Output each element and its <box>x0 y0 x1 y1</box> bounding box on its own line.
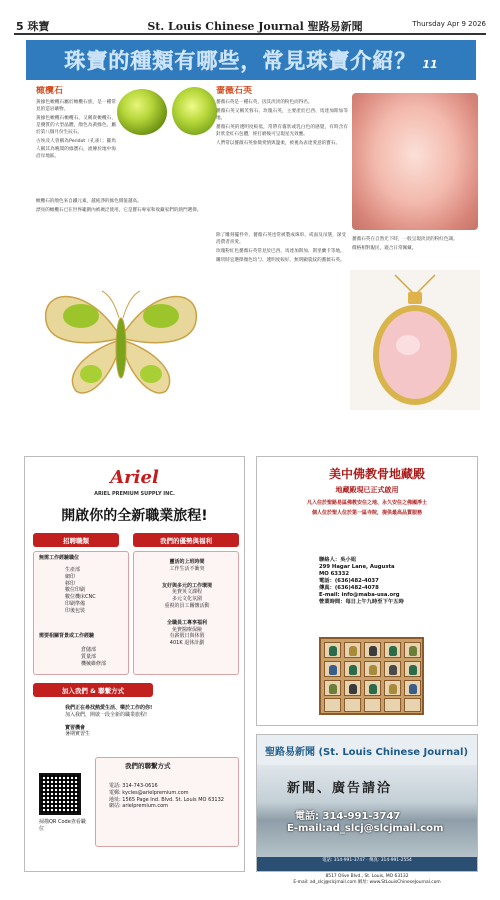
headline-banner <box>26 40 476 80</box>
benefit-item: 友好與多元的工作環境 <box>161 582 212 589</box>
hall-title: 美中佛教骨地藏殿 <box>328 467 425 481</box>
address-line-1: 299 Hagar Lane, Augusta <box>319 564 395 570</box>
join-line: 實習機會 <box>65 724 86 731</box>
article-paragraph: 人們常以薔薇石英象徵愛情與溫柔，被視為表達愛意的寶石。 <box>216 141 341 147</box>
jobs2-list <box>81 647 106 667</box>
email[interactable]: E-mail: info@maba-usa.org <box>319 592 400 598</box>
article-paragraph: 薔薇石英在自然光下時，一般呈現淡淡的粉紅色調。 <box>352 237 458 242</box>
newspaper-ad-footer <box>257 857 477 872</box>
article-paragraph: 薔薇石英又稱芙蓉石、玫瑰石英，主要產於巴西、馬達加斯加等地。 <box>216 109 348 122</box>
benefit-item: 全職員工專享福利 <box>166 619 207 626</box>
header-divider <box>14 33 486 35</box>
job-item: 倉儲部 <box>81 647 97 653</box>
address-line-2: MO 63332 <box>319 571 350 577</box>
article-paragraph: 玫瑰粉紅色薔薇石英常見於巴西、馬達加斯加、斯里蘭卡等地。 <box>216 249 345 255</box>
jobs-group-title: 無需工作經驗職位 <box>39 555 80 561</box>
article-paragraph: 薔薇石英的透明度較低，常帶有霧狀或乳白色的感覺，有時含有針狀金紅石包體，經打磨後可呈現星光效應。 <box>216 125 348 138</box>
job-item: 印後包裝 <box>65 607 86 614</box>
jobs2-title: 需要相關背景或工作經驗 <box>39 633 95 639</box>
footer-line-3: E-mail: ad_slcj@slcjmail.com 網址: www.StLouisChineseJournal.com <box>293 880 441 885</box>
contact-email[interactable]: 電郵: kycles@arielpremium.com <box>109 789 189 796</box>
butterfly-brooch-image <box>36 276 206 401</box>
join-lines <box>65 705 152 738</box>
peridot-gem-image <box>172 87 217 135</box>
footer-line-1: 電話: 314-991-3747 · 傳真: 314-991-2554 <box>322 858 412 863</box>
masthead: St. Louis Chinese Journal 聖路易新聞 <box>147 20 363 33</box>
contact-address: 地址: 1565 Page Ind. Blvd. St. Louis MO 63132 <box>109 796 224 803</box>
job-item: 數位機床CNC <box>65 594 96 601</box>
job-item: 網印 <box>65 573 76 580</box>
job-item: 生產部 <box>65 567 81 573</box>
contact-person: 聯絡人：吳小姐 <box>319 557 357 563</box>
newspaper-ad-footer-extra <box>256 874 478 886</box>
article-col-rose-quartz-2 <box>216 232 346 402</box>
job-item: 印刷準備 <box>65 600 86 607</box>
jobs-title-badge <box>33 533 119 547</box>
article-col-peridot-2 <box>36 198 211 276</box>
headline-part-number: 11 <box>422 57 438 71</box>
job-item: 質量部 <box>81 653 97 660</box>
rose-quartz-pendant-image <box>350 270 480 410</box>
contact-list <box>109 783 224 810</box>
article-paragraph: 薔薇石英是一種石英，因其淡淡的粉色而得名。 <box>216 100 313 105</box>
hall-note-2: 個人位於聖人位於第一區寺院，提供最高品質服務 <box>311 510 422 516</box>
fax: 傳真：(636)482-4078 <box>319 585 379 591</box>
benefits-list <box>147 559 227 647</box>
newspaper-ad-tel[interactable]: 電話: 314-991-3747 <box>295 811 401 822</box>
article-paragraph: 古埃及人曾稱為Peridot（孔雀）；羅馬人稱其為晚間的綠寶石，流傳於地中海沿岸地區。 <box>36 139 116 159</box>
contact-title: 我們的聯繫方式 <box>125 762 171 770</box>
section-title-rose-quartz: 薔薇石英 <box>216 86 253 96</box>
rose-quartz-gem-image <box>352 93 478 230</box>
benefits-title: 我們的優勢與福利 <box>160 536 212 545</box>
hours: 營業時間：每日上午九時至下午五時 <box>319 599 404 605</box>
benefit-item: 401K 退休計劃 <box>169 640 205 647</box>
job-item: 移印 <box>65 580 76 587</box>
jobs-title: 招聘職類 <box>63 536 89 545</box>
ariel-job-ad <box>24 456 245 872</box>
benefit-item: 靈活的上班時間 <box>169 559 205 565</box>
buddhist-hall-ad <box>256 456 478 726</box>
newspaper-ad-slogan: 新聞、廣告請洽 <box>287 781 393 796</box>
article-paragraph: 購買時宜選擇顏色均勻、透明度較好、無明顯裂紋的薔薇石英。 <box>216 258 345 264</box>
newspaper-ad <box>256 734 478 872</box>
page-number: 5 珠寶 <box>16 20 50 33</box>
article-col-rose-quartz <box>216 86 348 230</box>
ariel-company-name: ARIEL PREMIUM SUPPLY INC. <box>94 491 175 497</box>
ariel-headline: 開啟你的全新職業旅程! <box>61 508 208 524</box>
job-item: 數位印刷 <box>65 587 86 594</box>
contact-website[interactable]: 網站: arielpremium.com <box>109 803 169 810</box>
page-header <box>0 0 500 40</box>
hall-subtitle: 地藏殿現已正式啟用 <box>335 486 399 494</box>
urn-shelf-image <box>319 637 424 715</box>
article-paragraph: 橄欖石的顏色來自鐵元素，越純淨的綠色價值越高。 <box>36 199 142 204</box>
ariel-logo: Ariel <box>110 467 159 488</box>
article-col-right <box>352 236 480 268</box>
benefit-item: 免費英文課程 <box>171 589 202 596</box>
contact-tel[interactable]: 電話: 314-743-0616 <box>109 783 158 789</box>
join-line: 加入我們，開啟一段全新的職業旅程! <box>65 711 148 718</box>
issue-date: Thursday Apr 9 2026 <box>412 20 486 28</box>
jobs-list <box>65 567 96 615</box>
benefits-title-badge <box>133 533 239 547</box>
join-line: 暑期實習生 <box>65 731 91 738</box>
article-paragraph: 除了雕刻擺件外，薔薇石英也常被製成珠串、戒面及吊墜，深受消費者喜愛。 <box>216 233 346 246</box>
qr-caption: 掃描QR Code查看職位 <box>39 819 86 832</box>
newspaper-ad-title: 聖路易新聞 (St. Louis Chinese Journal) <box>265 747 469 758</box>
article-paragraph: 漂亮的橄欖石已在世界範圍內被廣泛使用，它是寶石專家和收藏家們的熱門選擇。 <box>36 208 202 214</box>
benefit-item: 重視的員工關懷活動 <box>164 602 210 609</box>
hall-contact-info <box>319 557 404 606</box>
qr-code[interactable] <box>39 773 81 815</box>
peridot-gem-image <box>117 89 167 135</box>
join-line: 我們正在尋找熱愛生活、樂於工作的你! <box>65 705 153 711</box>
benefit-item: 多元文化氛圍 <box>171 596 202 603</box>
join-title: 加入我們 & 聯繫方式 <box>61 686 125 695</box>
phone[interactable]: 電話：(636)482-4037 <box>319 578 379 584</box>
article-paragraph: 價格相對親民，適合日常佩戴。 <box>352 246 417 252</box>
hall-note-1: 凡入住於聖路易區佛教安住之地、永久安住之佛國淨土 <box>306 500 427 506</box>
article-paragraph: 黃綠色橄欖石屬於橄欖石族，是一種常見的造岩礦物。 <box>36 100 116 113</box>
benefit-item: 有薪假日與休假 <box>169 633 205 640</box>
join-title-badge <box>33 683 153 697</box>
footer-line-2: 8517 Olive Blvd., St. Louis, MO 63132 <box>325 874 409 879</box>
benefit-item: 工作生活不衝突 <box>169 565 205 572</box>
benefit-item: 免費醫療保險 <box>171 626 202 633</box>
section-title-peridot: 橄欖石 <box>36 86 64 96</box>
headline-title: 珠寶的種類有哪些，常見珠寶介紹？ <box>64 49 417 73</box>
article-paragraph: 黃綠色橄欖石橄欖石，又稱貴橄欖石，是優質的大型晶體，顏色為黃綠色，屬於第八個月份生辰石。 <box>36 116 116 136</box>
job-item: 機械維修部 <box>81 660 107 667</box>
newspaper-ad-email[interactable]: E-mail:ad_slcj@slcjmail.com <box>287 823 444 834</box>
